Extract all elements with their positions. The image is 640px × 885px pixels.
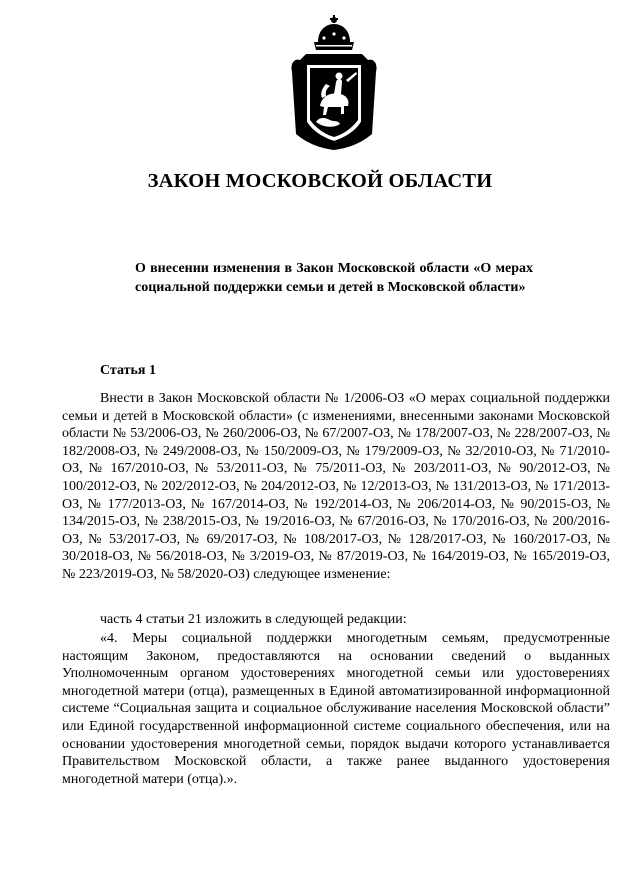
amended-text-paragraph: «4. Меры социальной поддержки многодетным семьям, предусмотренные настоящим Законом, предоставляются на основании сведений о выданных Уполномоченным органом удостоверениях многодетной семьи или удостоверениях многодетной матери (отца), размещенных в Единой автоматизированной информационной системе “Социальная защита и социальное обслуживание населения Московской области” или Единой государственной информационной системе социального обеспечения, или на основании удостоверения многодетной семьи, порядок выдачи которого устанавливается Правительством Московской области, а также ранее выданного удостоверения многодетной матери (отца).».: [62, 631, 610, 787]
article-heading: Статья 1: [100, 363, 156, 378]
law-subtitle: О внесении изменения в Закон Московской области «О мерах социальной поддержки семьи и детей в Московской области»: [135, 261, 533, 295]
law-title: ЗАКОН МОСКОВСКОЙ ОБЛАСТИ: [147, 170, 493, 192]
coat-of-arms-icon: [286, 14, 382, 154]
amendment-instruction-paragraph: часть 4 статьи 21 изложить в следующей редакции:: [100, 612, 407, 627]
article-intro-paragraph: Внести в Закон Московской области № 1/2006-ОЗ «О мерах социальной поддержки семьи и детей в Московской области» (с изменениями, внесенными законами Московской области № 53/2006-ОЗ, № 260/2006-ОЗ, № 67/2007-ОЗ, № 178/2007-ОЗ, № 228/2007-ОЗ, № 182/2008-ОЗ, № 249/2008-ОЗ, № 150/2009-ОЗ, № 179/2009-ОЗ, № 32/2010-ОЗ, № 71/2010-ОЗ, № 167/2010-ОЗ, № 53/2011-ОЗ, № 75/2011-ОЗ, № 203/2011-ОЗ, № 90/2012-ОЗ, № 100/2012-ОЗ, № 202/2012-ОЗ, № 204/2012-ОЗ, № 12/2013-ОЗ, № 131/2013-ОЗ, № 171/2013-ОЗ, № 177/2013-ОЗ, № 167/2014-ОЗ, № 192/2014-ОЗ, № 206/2014-ОЗ, № 90/2015-ОЗ, № 134/2015-ОЗ, № 238/2015-ОЗ, № 19/2016-ОЗ, № 67/2016-ОЗ, № 170/2016-ОЗ, № 200/2016-ОЗ, № 53/2017-ОЗ, № 69/2017-ОЗ, № 108/2017-ОЗ, № 128/2017-ОЗ, № 160/2017-ОЗ, № 30/2018-ОЗ, № 56/2018-ОЗ, № 3/2019-ОЗ, № 87/2019-ОЗ, № 164/2019-ОЗ, № 165/2019-ОЗ, № 223/2019-ОЗ, № 58/2020-ОЗ) следующее изменение:: [62, 391, 610, 582]
